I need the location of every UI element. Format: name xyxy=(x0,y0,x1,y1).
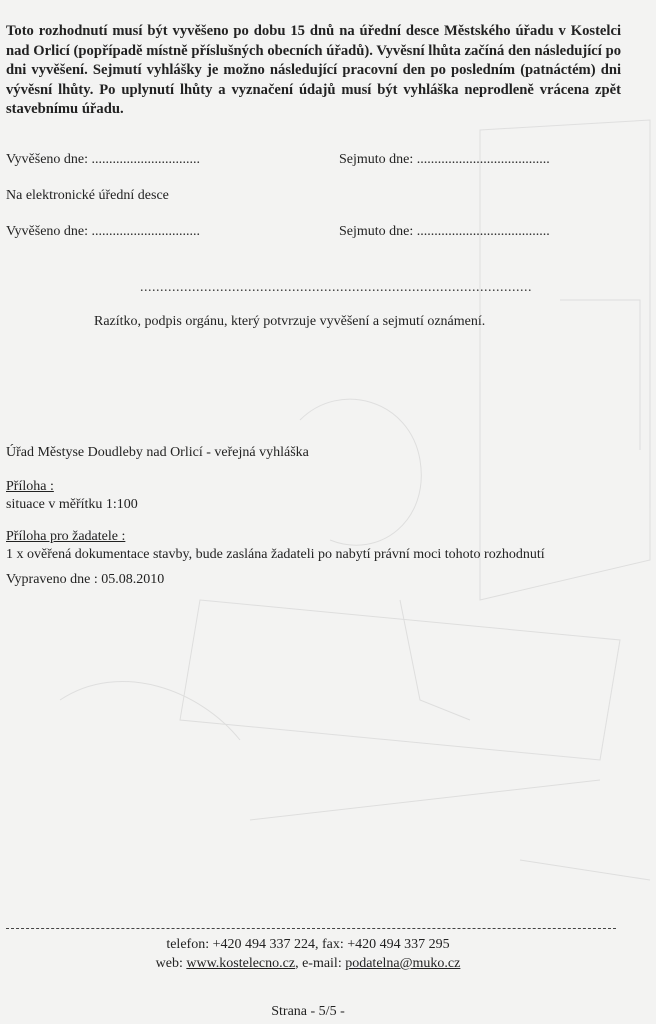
posting-notice-paragraph: Toto rozhodnutí musí být vyvěšeno po dobu 15 dnů na úřední desce Městského úřadu v Kostelci nad Orlicí (popřípadě místně příslušných obecních úřadů). Vyvěsní lhůta začíná den následující po dni vyvěšení. Sejmutí vyhlášky je možno následující pracovní den po posledním (patnáctém) dni vývěsní lhůty. Po uplynutí lhůty a vyznačení údajů musí být vyhláška neprodleně vrácena zpět stavebnímu úřadu. xyxy=(6,23,621,117)
electronic-board-label: Na elektronické úřední desce xyxy=(6,188,169,203)
email-label: , e-mail: xyxy=(295,956,346,971)
stamp-caption: Razítko, podpis orgánu, který potvrzuje vyvěšení a sejmutí oznámení. xyxy=(94,314,486,329)
applicant-attachment-heading: Příloha pro žadatele : xyxy=(6,529,126,544)
removed-date-field-electronic: Sejmuto dne: ...................................... xyxy=(339,224,550,239)
email-link[interactable]: podatelna@muko.cz xyxy=(345,956,461,971)
footer-phone-line: telefon: +420 494 337 224, fax: +420 494 337 295 xyxy=(166,937,450,952)
dispatched-date: Vypraveno dne : 05.08.2010 xyxy=(6,572,165,587)
page-number: Strana - 5/5 - xyxy=(271,1004,345,1019)
removed-date-field: Sejmuto dne: ...................................... xyxy=(339,152,550,167)
attachment-heading: Příloha : xyxy=(6,479,54,494)
posted-date-field: Vyvěšeno dne: ............................... xyxy=(6,152,201,167)
footer-divider xyxy=(6,928,616,929)
footer-web-line xyxy=(0,956,616,972)
signature-line: .................................................................................................. xyxy=(140,280,532,295)
web-label: web: xyxy=(155,956,187,971)
website-link[interactable]: www.kostelecno.cz xyxy=(186,956,296,971)
posted-date-field-electronic: Vyvěšeno dne: ............................... xyxy=(6,224,201,239)
office-line: Úřad Městyse Doudleby nad Orlicí - veřejná vyhláška xyxy=(6,445,309,460)
attachment-value: situace v měřítku 1:100 xyxy=(6,497,138,512)
applicant-attachment-value: 1 x ověřená dokumentace stavby, bude zaslána žadateli po nabytí právní moci tohoto rozhodnutí xyxy=(6,547,545,562)
